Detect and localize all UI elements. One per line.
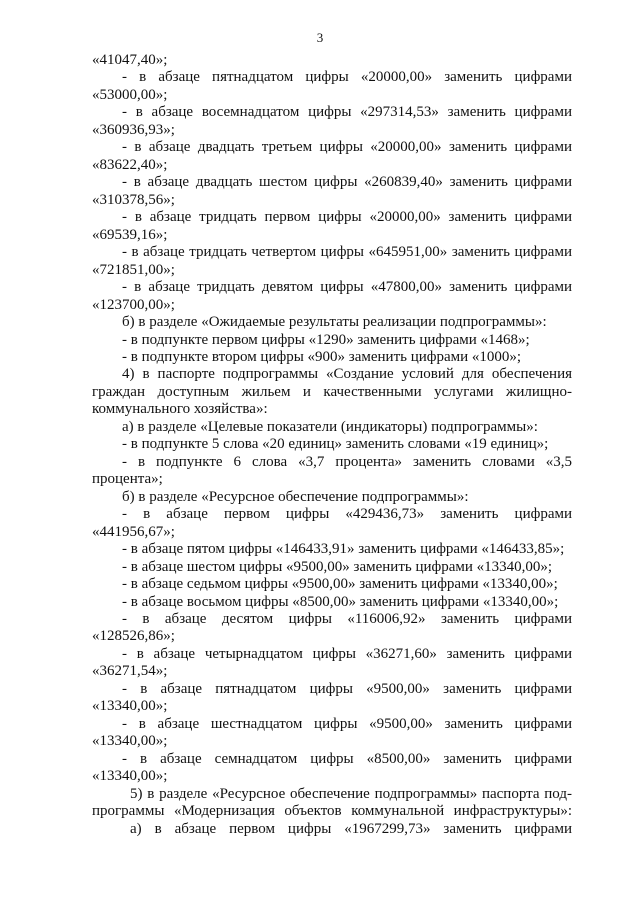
text-line: «360936,93»; (92, 121, 175, 138)
text-line: - в абзаце тридцать девятом цифры «47800,00» заменить цифрами (122, 279, 572, 296)
text-line: - в абзаце десятом цифры «116006,92» заменить цифрами (122, 611, 572, 627)
page-number: 3 (316, 30, 324, 45)
text-line: - в абзаце тридцать первом цифры «20000,00» заменить цифрами (122, 209, 572, 226)
text-line: - в подпункте 5 слова «20 единиц» заменить словами «19 единиц»; (122, 436, 549, 453)
text-line: - в абзаце тридцать четвертом цифры «645951,00» заменить цифрами (122, 244, 572, 261)
text-line: «721851,00»; (92, 261, 175, 278)
text-line: «53000,00»; (92, 86, 168, 103)
text-line: «310378,56»; (92, 191, 175, 208)
text-line: - в абзаце четырнадцатом цифры «36271,60» заменить цифрами (122, 645, 572, 662)
text-line: «13340,00»; (92, 733, 168, 750)
text-line: процента»; (92, 471, 163, 488)
text-line: - в абзаце двадцать третьем цифры «20000,00» заменить цифрами (122, 139, 572, 156)
text-line: - в абзаце пятнадцатом цифры «9500,00» заменить цифрами (122, 680, 572, 697)
text-line: - в абзаце восемнадцатом цифры «297314,53» заменить цифрами (122, 104, 572, 121)
text-line: б) в разделе «Ресурсное обеспечение подпрограммы»: (122, 488, 469, 505)
text-line: «13340,00»; (92, 698, 168, 715)
text-line: «13340,00»; (92, 768, 168, 785)
text-line: - в подпункте втором цифры «900» заменить цифрами «1000»; (122, 348, 522, 365)
text-line: - в абзаце первом цифры «429436,73» заменить цифрами (122, 506, 572, 523)
text-line: - в абзаце шестнадцатом цифры «9500,00» заменить цифрами (122, 715, 572, 732)
text-line: - в абзаце семнадцатом цифры «8500,00» заменить цифрами (122, 750, 572, 767)
text-line: - в абзаце пятом цифры «146433,91» заменить цифрами «146433,85»; (122, 541, 565, 558)
text-line: «128526,86»; (92, 628, 175, 645)
text-line: «123700,00»; (92, 296, 175, 313)
text-line: - в подпункте первом цифры «1290» заменить цифрами «1468»; (122, 331, 530, 348)
text-line: «83622,40»; (92, 156, 168, 173)
text-line: - в абзаце седьмом цифры «9500,00» заменить цифрами «13340,00»; (122, 576, 558, 593)
text-line: 5) в разделе «Ресурсное обеспечение подпрограммы» паспорта под- (130, 785, 572, 802)
text-line: - в абзаце шестом цифры «9500,00» заменить цифрами «13340,00»; (122, 558, 553, 575)
text-line: б) в разделе «Ожидаемые результаты реализации подпрограммы»: (122, 314, 547, 331)
text-line: коммунального хозяйства»: (92, 401, 268, 418)
text-line: программы «Модернизация объектов коммунальной инфраструктуры»: (92, 803, 572, 820)
text-line: «69539,16»; (92, 226, 168, 243)
text-line: а) в разделе «Целевые показатели (индикаторы) подпрограммы»: (122, 418, 538, 435)
text-line: - в подпункте 6 слова «3,7 процента» заменить словами «3,5 (122, 453, 572, 470)
text-line: «41047,40»; (92, 52, 168, 68)
document-body (92, 52, 572, 838)
text-line: а) в абзаце первом цифры «1967299,73» заменить цифрами (130, 820, 572, 837)
text-line: «441956,67»; (92, 523, 175, 540)
text-line: 4) в паспорте подпрограммы «Создание условий для обеспечения (122, 366, 572, 383)
text-line: - в абзаце восьмом цифры «8500,00» заменить цифрами «13340,00»; (122, 593, 559, 610)
text-line: «36271,54»; (92, 663, 168, 680)
text-line: - в абзаце двадцать шестом цифры «260839,40» заменить цифрами (122, 174, 572, 191)
text-line: граждан доступным жильем и качественными услугами жилищно- (92, 383, 572, 400)
text-line: - в абзаце пятнадцатом цифры «20000,00» заменить цифрами (122, 69, 572, 86)
